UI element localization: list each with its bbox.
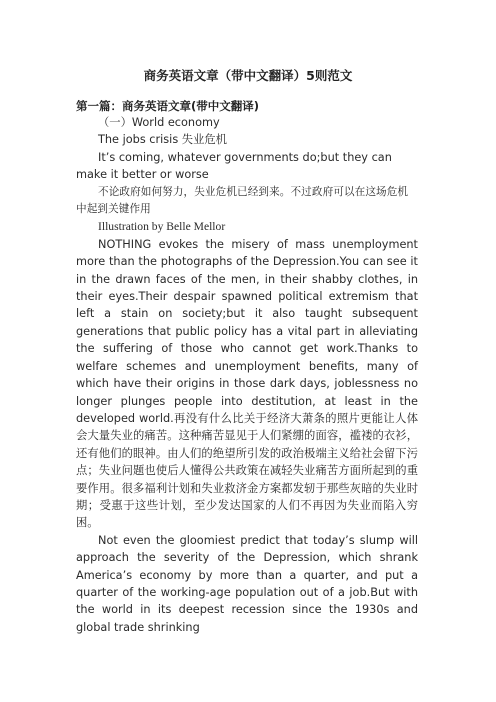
document-title: 商务英语文章（带中文翻译）5则范文 xyxy=(143,68,353,83)
paragraph-body-2: Not even the gloomiest predict that today’s slump will approach the severity of the Depression, which shrank America’s economy by more than a quarter, and put a quarter of the working-age population out of a job.But with the world in its deepest recession since the 1930s and global trade shrinking xyxy=(76,533,418,634)
paragraph-subtitle: The jobs crisis 失业危机 xyxy=(98,133,227,147)
paragraph-body-1: NOTHING evokes the misery of mass unemployment more than the photographs of the Depression.You can see it in the drawn faces of the men, in their shabby clothes, in their eyes.Their despair spawned political extremism that left a stain on society;but it also taught subsequent generations that public policy has a vital part in alleviating the suffering of those who cannot get work.Thanks to welfare schemes and unemployment benefits, many of which have their origins in those dark days, joblessness no longer plunges people into destitution, at least in the developed world.再没有什么比关于经济大萧条的照片更能让人体会大量失业的痛苦。这种痛苦显见于人们紧绷的面容，褴褛的衣衫，还有他们的眼神。由人们的绝望所引发的政治极端主义给社会留下污点；失业问题也使后人懂得公共政策在减轻失业痛苦方面所起到的重要作用。很多福利计划和失业救济金方案都发轫于那些灰暗的失业时期；受惠于这些计划，至少发达国家的人们不再因为失业而陷入穷困。 xyxy=(76,237,418,530)
paragraph-heading: （一）World economy xyxy=(98,116,220,129)
paragraph-standfirst-cn: 不论政府如何努力，失业危机已经到来。不过政府可以在这场危机中起到关键作用 xyxy=(76,185,409,216)
document-body xyxy=(76,114,418,636)
paragraph-standfirst-en: It’s coming, whatever governments do;but they can make it better or worse xyxy=(76,150,392,182)
section-title: 第一篇：商务英语文章(带中文翻译) xyxy=(76,99,260,113)
paragraph-illustration-credit: Illustration by Belle Mellor xyxy=(98,220,226,234)
